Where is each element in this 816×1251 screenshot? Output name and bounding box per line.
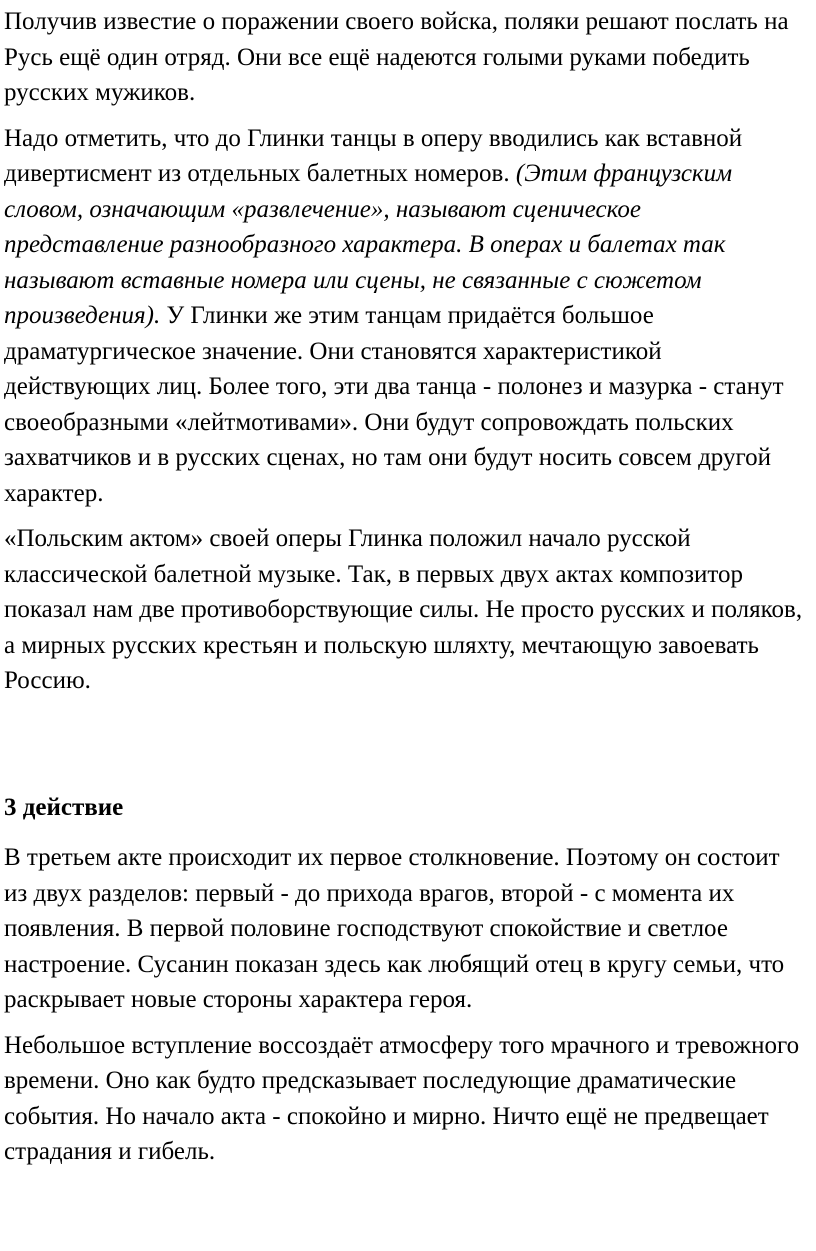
- paragraph-5: [4, 1028, 804, 1170]
- paragraph-4: [4, 840, 804, 1018]
- paragraph-4-text: В третьем акте происходит их первое столкновение. Поэтому он состоит из двух разделов: первый - до прихода врагов, второй - с момента их появления. В первой половине господствуют спокойствие и светлое настроение. Сусанин показан здесь как любящий отец в кругу семьи, что раскрывает новые стороны характера героя.: [4, 844, 785, 1013]
- paragraph-2-italic-note: (Этим французским словом, означающим «развлечение», называют сценическое представление разнообразного характера. В операх и балетах так называют вставные номера или сцены, не связанные с сюжетом произведения).: [4, 160, 733, 329]
- paragraph-2-text-b: У Глинки же этим танцам придаётся большое драматургическое значение. Они становятся характеристикой действующих лиц. Более того, эти два танца - полонез и мазурка - станут своеобразными «лейтмотивами». Они будут сопровождать польских захватчиков и в русских сценах, но там они будут носить совсем другой характер.: [4, 302, 784, 507]
- paragraph-3: [4, 521, 804, 699]
- paragraph-1-text: Получив известие о поражении своего войска, поляки решают послать на Русь ещё один отряд. Они все ещё надеются голыми руками победить русских мужиков.: [4, 8, 789, 106]
- paragraph-5-text: Небольшое вступление воссоздаёт атмосферу того мрачного и тревожного времени. Оно как будто предсказывает последующие драматические события. Но начало акта - спокойно и мирно. Ничто ещё не предвещает страдания и гибель.: [4, 1031, 800, 1165]
- paragraph-1: [4, 4, 804, 111]
- section-heading: 3 действие: [4, 794, 124, 821]
- paragraph-2: [4, 121, 804, 512]
- text-block-bottom: [4, 840, 804, 1170]
- text-block-top: [4, 4, 804, 699]
- paragraph-2-text-a: Надо отметить, что до Глинки танцы в оперу вводились как вставной дивертисмент из отдельных балетных номеров.: [4, 124, 743, 187]
- paragraph-3-text: «Польским актом» своей оперы Глинка положил начало русской классической балетной музыке. Так, в первых двух актах композитор показал нам две противоборствующие силы. Не просто русских и поляков, а мирных русских крестьян и польскую шляхту, мечтающую завоевать Россию.: [4, 525, 803, 694]
